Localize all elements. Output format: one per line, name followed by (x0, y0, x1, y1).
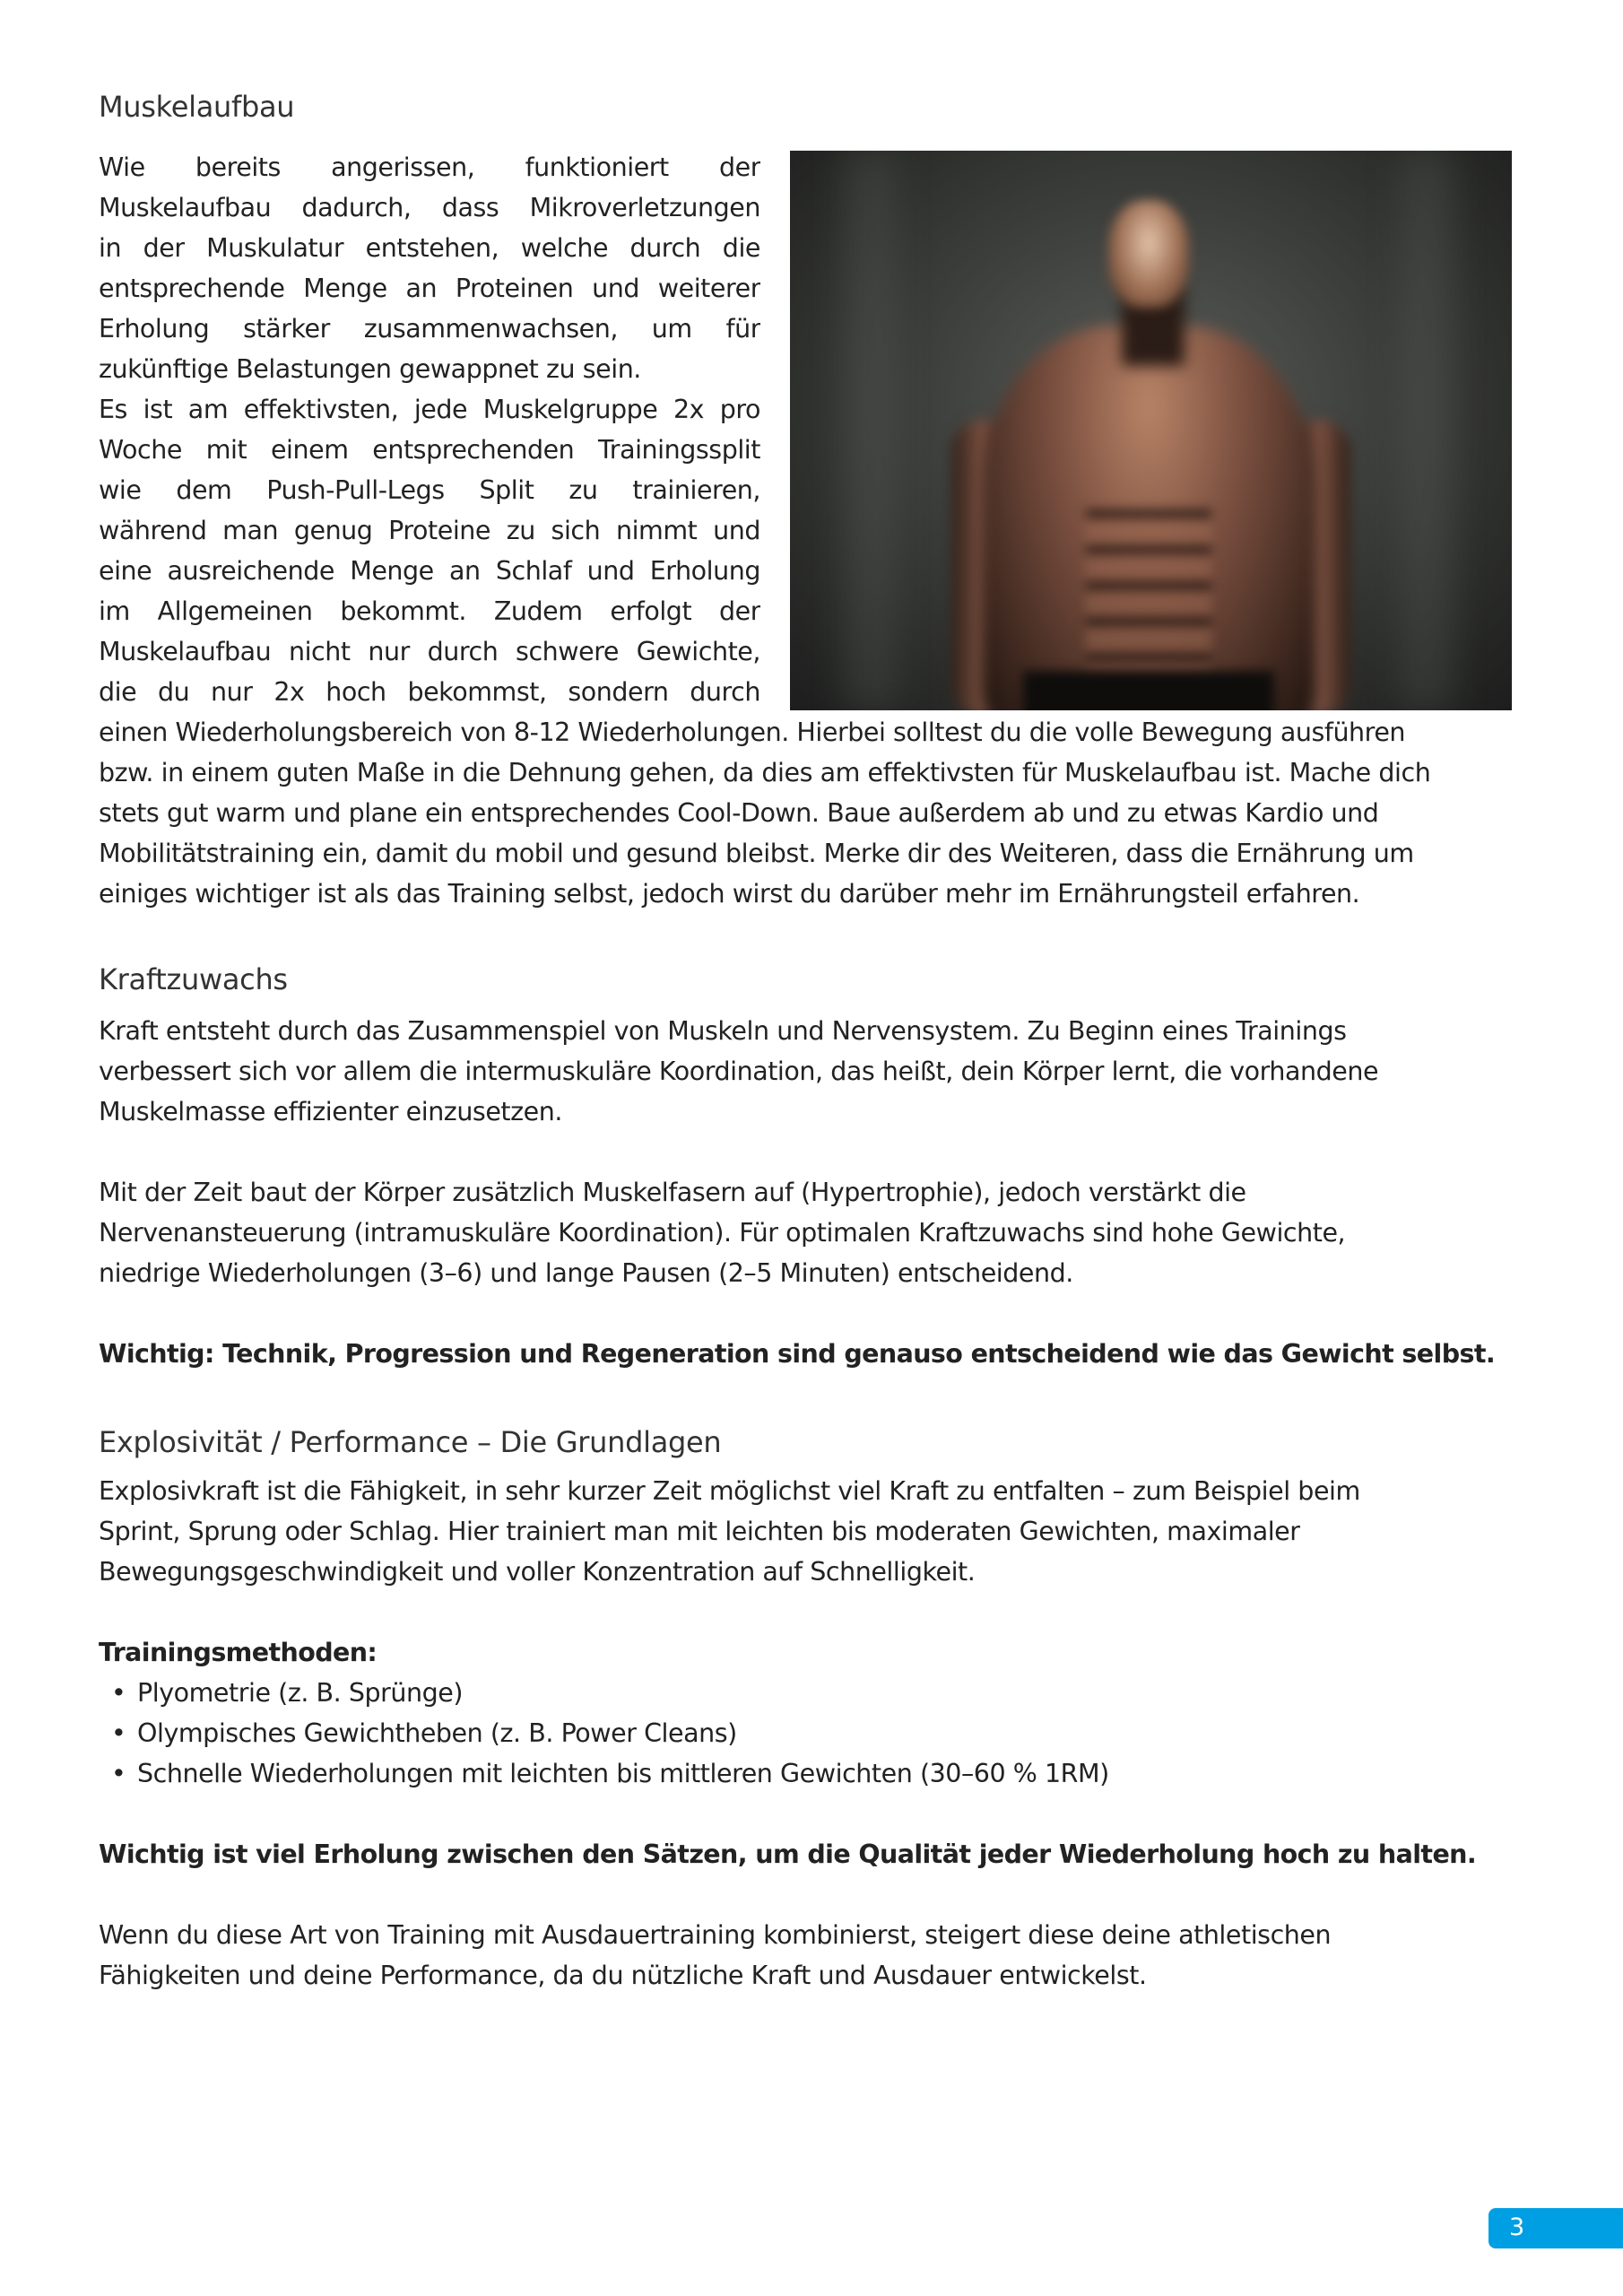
photo-abs (1086, 509, 1211, 671)
heading-kraftzuwachs: Kraftzuwachs (99, 962, 288, 996)
text-line: Mit der Zeit baut der Körper zusätzlich Muskelfasern auf (Hypertrophie), jedoch verstärkt die (99, 1178, 1246, 1207)
text-line: Muskelaufbau nicht nur durch schwere Gewichte, (99, 637, 760, 666)
text-line: entsprechende Menge an Proteinen und weiterer (99, 274, 760, 303)
text-line: Muskelaufbau dadurch, dass Mikroverletzungen (99, 193, 760, 222)
text-line: verbessert sich vor allem die intermuskuläre Koordination, das heißt, dein Körper lernt, die vorhandene (99, 1057, 1379, 1086)
bullet-icon: • (111, 1759, 126, 1788)
kraftzuwachs-important-note: Wichtig: Technik, Progression und Regeneration sind genauso entscheidend wie das Gewicht selbst. (99, 1339, 1496, 1369)
heading-explosivitaet: Explosivität / Performance – Die Grundlagen (99, 1425, 722, 1459)
text-line: einen Wiederholungsbereich von 8-12 Wiederholungen. Hierbei solltest du die volle Bewegung ausführen (99, 718, 1406, 747)
explosivitaet-important-note: Wichtig ist viel Erholung zwischen den Sätzen, um die Qualität jeder Wiederholung hoch zu halten. (99, 1839, 1477, 1869)
text-line: während man genug Proteine zu sich nimmt und (99, 516, 760, 545)
list-item-text: Schnelle Wiederholungen mit leichten bis mittleren Gewichten (30–60 % 1RM) (137, 1759, 1109, 1788)
list-item-text: Olympisches Gewichtheben (z. B. Power Cleans) (137, 1718, 737, 1748)
photo-wall-texture (1400, 151, 1454, 710)
text-line: niedrige Wiederholungen (3–6) und lange Pausen (2–5 Minuten) entscheidend. (99, 1258, 1073, 1288)
text-line: Fähigkeiten und deine Performance, da du nützliche Kraft und Ausdauer entwickelst. (99, 1961, 1147, 1990)
text-line: Nervenansteuerung (intramuskuläre Koordination). Für optimalen Kraftzuwachs sind hohe Gewichte, (99, 1218, 1346, 1248)
text-line: Bewegungsgeschwindigkeit und voller Konzentration auf Schnelligkeit. (99, 1557, 976, 1587)
heading-muskelaufbau: Muskelaufbau (99, 90, 295, 124)
photo-wall-texture (844, 151, 898, 710)
text-line: Explosivkraft ist die Fähigkeit, in sehr kurzer Zeit möglichst viel Kraft zu entfalten – zum Beispiel beim (99, 1476, 1360, 1506)
text-line: eine ausreichende Menge an Schlaf und Erholung (99, 556, 760, 586)
bullet-icon: • (111, 1678, 126, 1708)
text-line: in der Muskulatur entstehen, welche durch die (99, 233, 760, 263)
photo-shorts (1023, 671, 1274, 710)
text-line: bzw. in einem guten Maße in die Dehnung gehen, da dies am effektivsten für Muskelaufbau ist. Mache dich (99, 758, 1431, 787)
bullet-icon: • (111, 1718, 126, 1748)
photo-head (1108, 200, 1189, 308)
text-line: im Allgemeinen bekommt. Zudem erfolgt der (99, 596, 760, 626)
text-line: Wenn du diese Art von Training mit Ausdauertraining kombinierst, steigert diese deine athletischen (99, 1920, 1332, 1950)
text-line: Erholung stärker zusammenwachsen, um für (99, 314, 760, 344)
text-line: Mobilitätstraining ein, damit du mobil und gesund bleibst. Merke dir des Weiteren, dass die Ernährung um (99, 839, 1414, 868)
text-line: wie dem Push-Pull-Legs Split zu trainieren, (99, 475, 760, 505)
text-line: stets gut warm und plane ein entsprechendes Cool-Down. Baue außerdem ab und zu etwas Kardio und (99, 798, 1379, 828)
text-line: Woche mit einem entsprechenden Trainingssplit (99, 435, 760, 465)
text-line: Kraft entsteht durch das Zusammenspiel von Muskeln und Nervensystem. Zu Beginn eines Trainings (99, 1016, 1347, 1046)
text-line: Sprint, Sprung oder Schlag. Hier trainiert man mit leichten bis moderaten Gewichten, maximaler (99, 1517, 1300, 1546)
text-line: einiges wichtiger ist als das Training selbst, jedoch wirst du darüber mehr im Ernährungsteil erfahren. (99, 879, 1360, 909)
text-line: zukünftige Belastungen gewappnet zu sein. (99, 354, 641, 384)
text-line: die du nur 2x hoch bekommst, sondern durch (99, 677, 760, 707)
list-item-text: Plyometrie (z. B. Sprünge) (137, 1678, 464, 1708)
muscular-man-photo (790, 151, 1512, 710)
page-number: 3 (1509, 2213, 1525, 2241)
training-methods-label: Trainingsmethoden: (99, 1638, 378, 1667)
text-line: Wie bereits angerissen, funktioniert der (99, 152, 760, 182)
page-number-badge (1488, 2208, 1623, 2248)
text-line: Es ist am effektivsten, jede Muskelgruppe 2x pro (99, 395, 760, 424)
text-line: Muskelmasse effizienter einzusetzen. (99, 1097, 562, 1126)
